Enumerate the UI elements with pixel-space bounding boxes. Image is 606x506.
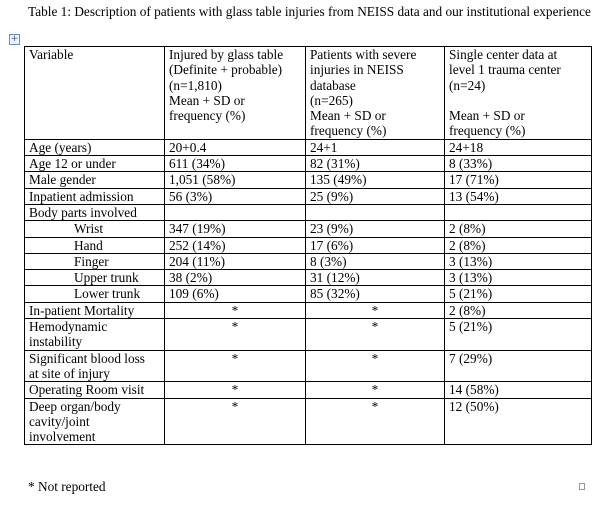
table-row <box>25 188 592 204</box>
cell-value: * <box>306 319 445 351</box>
table-caption: Table 1: Description of patients with glass table injuries from NEISS data and our institutional experience <box>28 4 591 19</box>
cell-value: 3 (13%) <box>445 270 592 286</box>
cell-value: 204 (11%) <box>165 253 306 269</box>
row-label: Finger <box>25 253 165 269</box>
header-row <box>25 47 592 140</box>
cell-value: 38 (2%) <box>165 270 306 286</box>
cell-value: 8 (33%) <box>445 156 592 172</box>
header-severe: Patients with severe injuries in NEISS database (n=265) Mean + SD or frequency (%) <box>306 47 445 140</box>
header-single-center: Single center data at level 1 trauma center (n=24) Mean + SD or frequency (%) <box>445 47 592 140</box>
table-row <box>25 204 592 220</box>
cell-value: 1,051 (58%) <box>165 172 306 188</box>
cell-value: 5 (21%) <box>445 319 592 351</box>
cell-value: * <box>165 319 306 351</box>
cell-value: 611 (34%) <box>165 156 306 172</box>
cell-value: 13 (54%) <box>445 188 592 204</box>
footnote: * Not reported <box>28 479 106 494</box>
cell-value: * <box>165 382 306 398</box>
cell-value: 17 (71%) <box>445 172 592 188</box>
table-row <box>25 350 592 382</box>
table-row <box>25 319 592 351</box>
table-row <box>25 302 592 318</box>
cell-value: 252 (14%) <box>165 237 306 253</box>
table-row <box>25 156 592 172</box>
cell-value: 347 (19%) <box>165 221 306 237</box>
table-row <box>25 286 592 302</box>
cell-value: 109 (6%) <box>165 286 306 302</box>
cell-value: 7 (29%) <box>445 350 592 382</box>
cell-value <box>306 204 445 220</box>
cell-value: 85 (32%) <box>306 286 445 302</box>
table-row <box>25 237 592 253</box>
cell-value: 8 (3%) <box>306 253 445 269</box>
cell-value: * <box>306 350 445 382</box>
cell-value <box>445 204 592 220</box>
header-variable: Variable <box>25 47 165 140</box>
cell-value: 14 (58%) <box>445 382 592 398</box>
cell-value: 25 (9%) <box>306 188 445 204</box>
row-label: Body parts involved <box>25 204 165 220</box>
patients-table <box>24 46 592 445</box>
row-label: Inpatient admission <box>25 188 165 204</box>
cell-value: 5 (21%) <box>445 286 592 302</box>
table-row <box>25 253 592 269</box>
table-row <box>25 382 592 398</box>
cell-value: 24+18 <box>445 139 592 155</box>
cell-value: 24+1 <box>306 139 445 155</box>
cell-value: 2 (8%) <box>445 302 592 318</box>
cell-value: 23 (9%) <box>306 221 445 237</box>
cell-value: 17 (6%) <box>306 237 445 253</box>
row-label: In-patient Mortality <box>25 302 165 318</box>
row-label: Wrist <box>25 221 165 237</box>
table-row <box>25 221 592 237</box>
cell-value: 56 (3%) <box>165 188 306 204</box>
row-label: Hemodynamic instability <box>25 319 165 351</box>
row-label: Lower trunk <box>25 286 165 302</box>
cell-value: 31 (12%) <box>306 270 445 286</box>
cell-value <box>165 204 306 220</box>
row-label: Upper trunk <box>25 270 165 286</box>
cell-value: 20+0.4 <box>165 139 306 155</box>
row-label: Deep organ/body cavity/joint involvement <box>25 398 165 445</box>
cell-value: * <box>165 350 306 382</box>
cell-value: 2 (8%) <box>445 221 592 237</box>
row-label: Age (years) <box>25 139 165 155</box>
cell-value: * <box>306 302 445 318</box>
cell-value: 12 (50%) <box>445 398 592 445</box>
table-row <box>25 270 592 286</box>
cell-value: 3 (13%) <box>445 253 592 269</box>
header-glass-table: Injured by glass table (Definite + probable) (n=1,810) Mean + SD or frequency (%) <box>165 47 306 140</box>
row-label: Hand <box>25 237 165 253</box>
cell-value: 82 (31%) <box>306 156 445 172</box>
row-label: Operating Room visit <box>25 382 165 398</box>
cell-value: 135 (49%) <box>306 172 445 188</box>
row-label: Age 12 or under <box>25 156 165 172</box>
table-row <box>25 139 592 155</box>
row-label: Male gender <box>25 172 165 188</box>
end-of-cell-marker <box>579 483 585 490</box>
table-row <box>25 172 592 188</box>
table-move-handle-icon[interactable]: + <box>10 34 19 44</box>
cell-value: * <box>165 302 306 318</box>
table-row <box>25 398 592 445</box>
cell-value: 2 (8%) <box>445 237 592 253</box>
cell-value: * <box>306 382 445 398</box>
row-label: Significant blood loss at site of injury <box>25 350 165 382</box>
cell-value: * <box>306 398 445 445</box>
cell-value: * <box>165 398 306 445</box>
